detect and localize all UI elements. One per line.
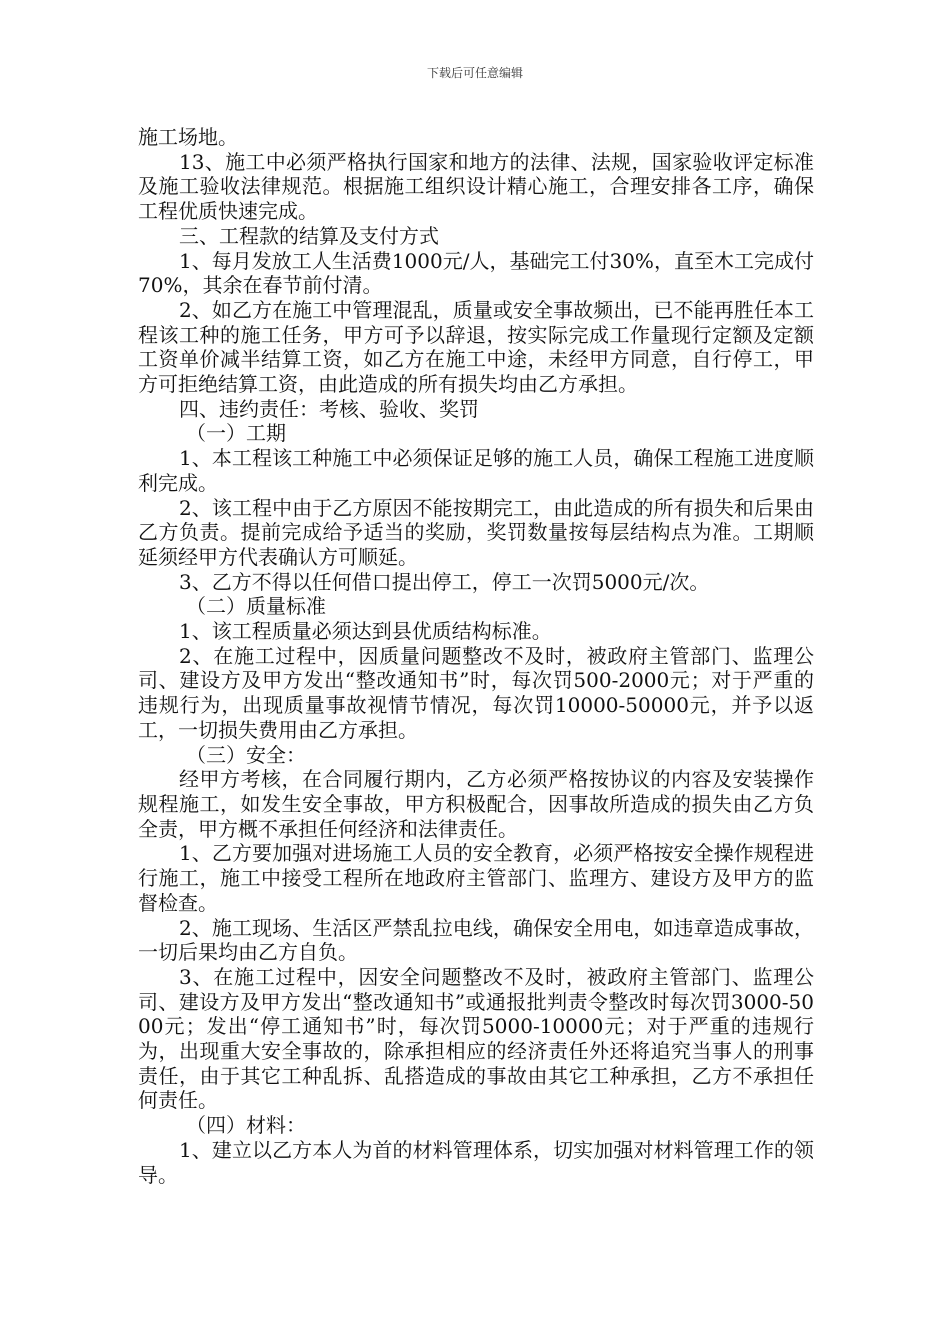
paragraph-quality-1: 1、该工程质量必须达到县优质结构标准。: [179, 619, 552, 644]
section-heading-payment: 三、工程款的结算及支付方式: [179, 223, 439, 248]
paragraph-quality-2: 2、在施工过程中，因质量问题整改不及时，被政府主管部门、监理公司、建设方及甲方发出“整改通知书”时，每次罚500-2000元；对于严重的违规行为，出现质量事故视情节情况，每次罚10000-50000元，并予以返工，一切损失费用由乙方承担。: [138, 643, 814, 742]
section-heading-liability: 四、违约责任：考核、验收、奖罚: [179, 396, 479, 421]
paragraph-continuation: 施工场地。: [138, 125, 238, 149]
subsection-heading-materials: （四）材料：: [186, 1113, 306, 1138]
paragraph-payment-1: 1、每月发放工人生活费1000元/人，基础完工付30%，直至木工完成付70%，其余在春节前付清。: [138, 248, 814, 298]
subsection-heading-schedule: （一）工期: [186, 421, 286, 446]
paragraph-schedule-3: 3、乙方不得以任何借口提出停工，停工一次罚5000元/次。: [179, 569, 710, 594]
document-body: [138, 125, 814, 1187]
paragraph-clause-13: 13、施工中必须严格执行国家和地方的法律、法规，国家验收评定标准及施工验收法律规范。根据施工组织设计精心施工，合理安排各工序，确保工程优质快速完成。: [138, 149, 814, 224]
paragraph-safety-3: 3、在施工过程中，因安全问题整改不及时，被政府主管部门、监理公司、建设方及甲方发出“整改通知书”或通报批判责令整改时每次罚3000-5000元；发出“停工通知书”时，每次罚5000-10000元；对于严重的违规行为，出现重大安全事故的，除承担相应的经济责任外还将追究当事人的刑事责任，由于其它工种乱拆、乱搭造成的事故由其它工种承担，乙方不承担任何责任。: [138, 964, 814, 1113]
paragraph-payment-2: 2、如乙方在施工中管理混乱，质量或安全事故频出，已不能再胜任本工程该工种的施工任务，甲方可予以辞退，按实际完成工作量现行定额及定额工资单价减半结算工资，如乙方在施工中途，未经甲方同意，自行停工，甲方可拒绝结算工资，由此造成的所有损失均由乙方承担。: [138, 297, 814, 397]
page-header-note: 下载后可任意编辑: [426, 66, 523, 80]
paragraph-materials-1: 1、建立以乙方本人为首的材料管理体系，切实加强对材料管理工作的领导。: [138, 1137, 814, 1187]
paragraph-safety-2: 2、施工现场、生活区严禁乱拉电线，确保安全用电，如违章造成事故，一切后果均由乙方自负。: [138, 915, 814, 965]
subsection-heading-quality: （二）质量标准: [186, 594, 326, 619]
paragraph-safety-intro: 经甲方考核，在合同履行期内，乙方必须严格按协议的内容及安装操作规程施工，如发生安全事故，甲方积极配合，因事故所造成的损失由乙方负全责，甲方概不承担任何经济和法律责任。: [138, 767, 814, 841]
paragraph-safety-1: 1、乙方要加强对进场施工人员的安全教育，必须严格按安全操作规程进行施工，施工中接受工程所在地政府主管部门、监理方、建设方及甲方的监督检查。: [138, 841, 814, 915]
paragraph-schedule-1: 1、本工程该工种施工中必须保证足够的施工人员，确保工程施工进度顺利完成。: [138, 446, 814, 495]
paragraph-schedule-2: 2、该工程中由于乙方原因不能按期完工，由此造成的所有损失和后果由乙方负责。提前完成给予适当的奖励，奖罚数量按每层结构点为准。工期顺延须经甲方代表确认方可顺延。: [138, 495, 814, 569]
subsection-heading-safety: （三）安全：: [186, 742, 306, 767]
